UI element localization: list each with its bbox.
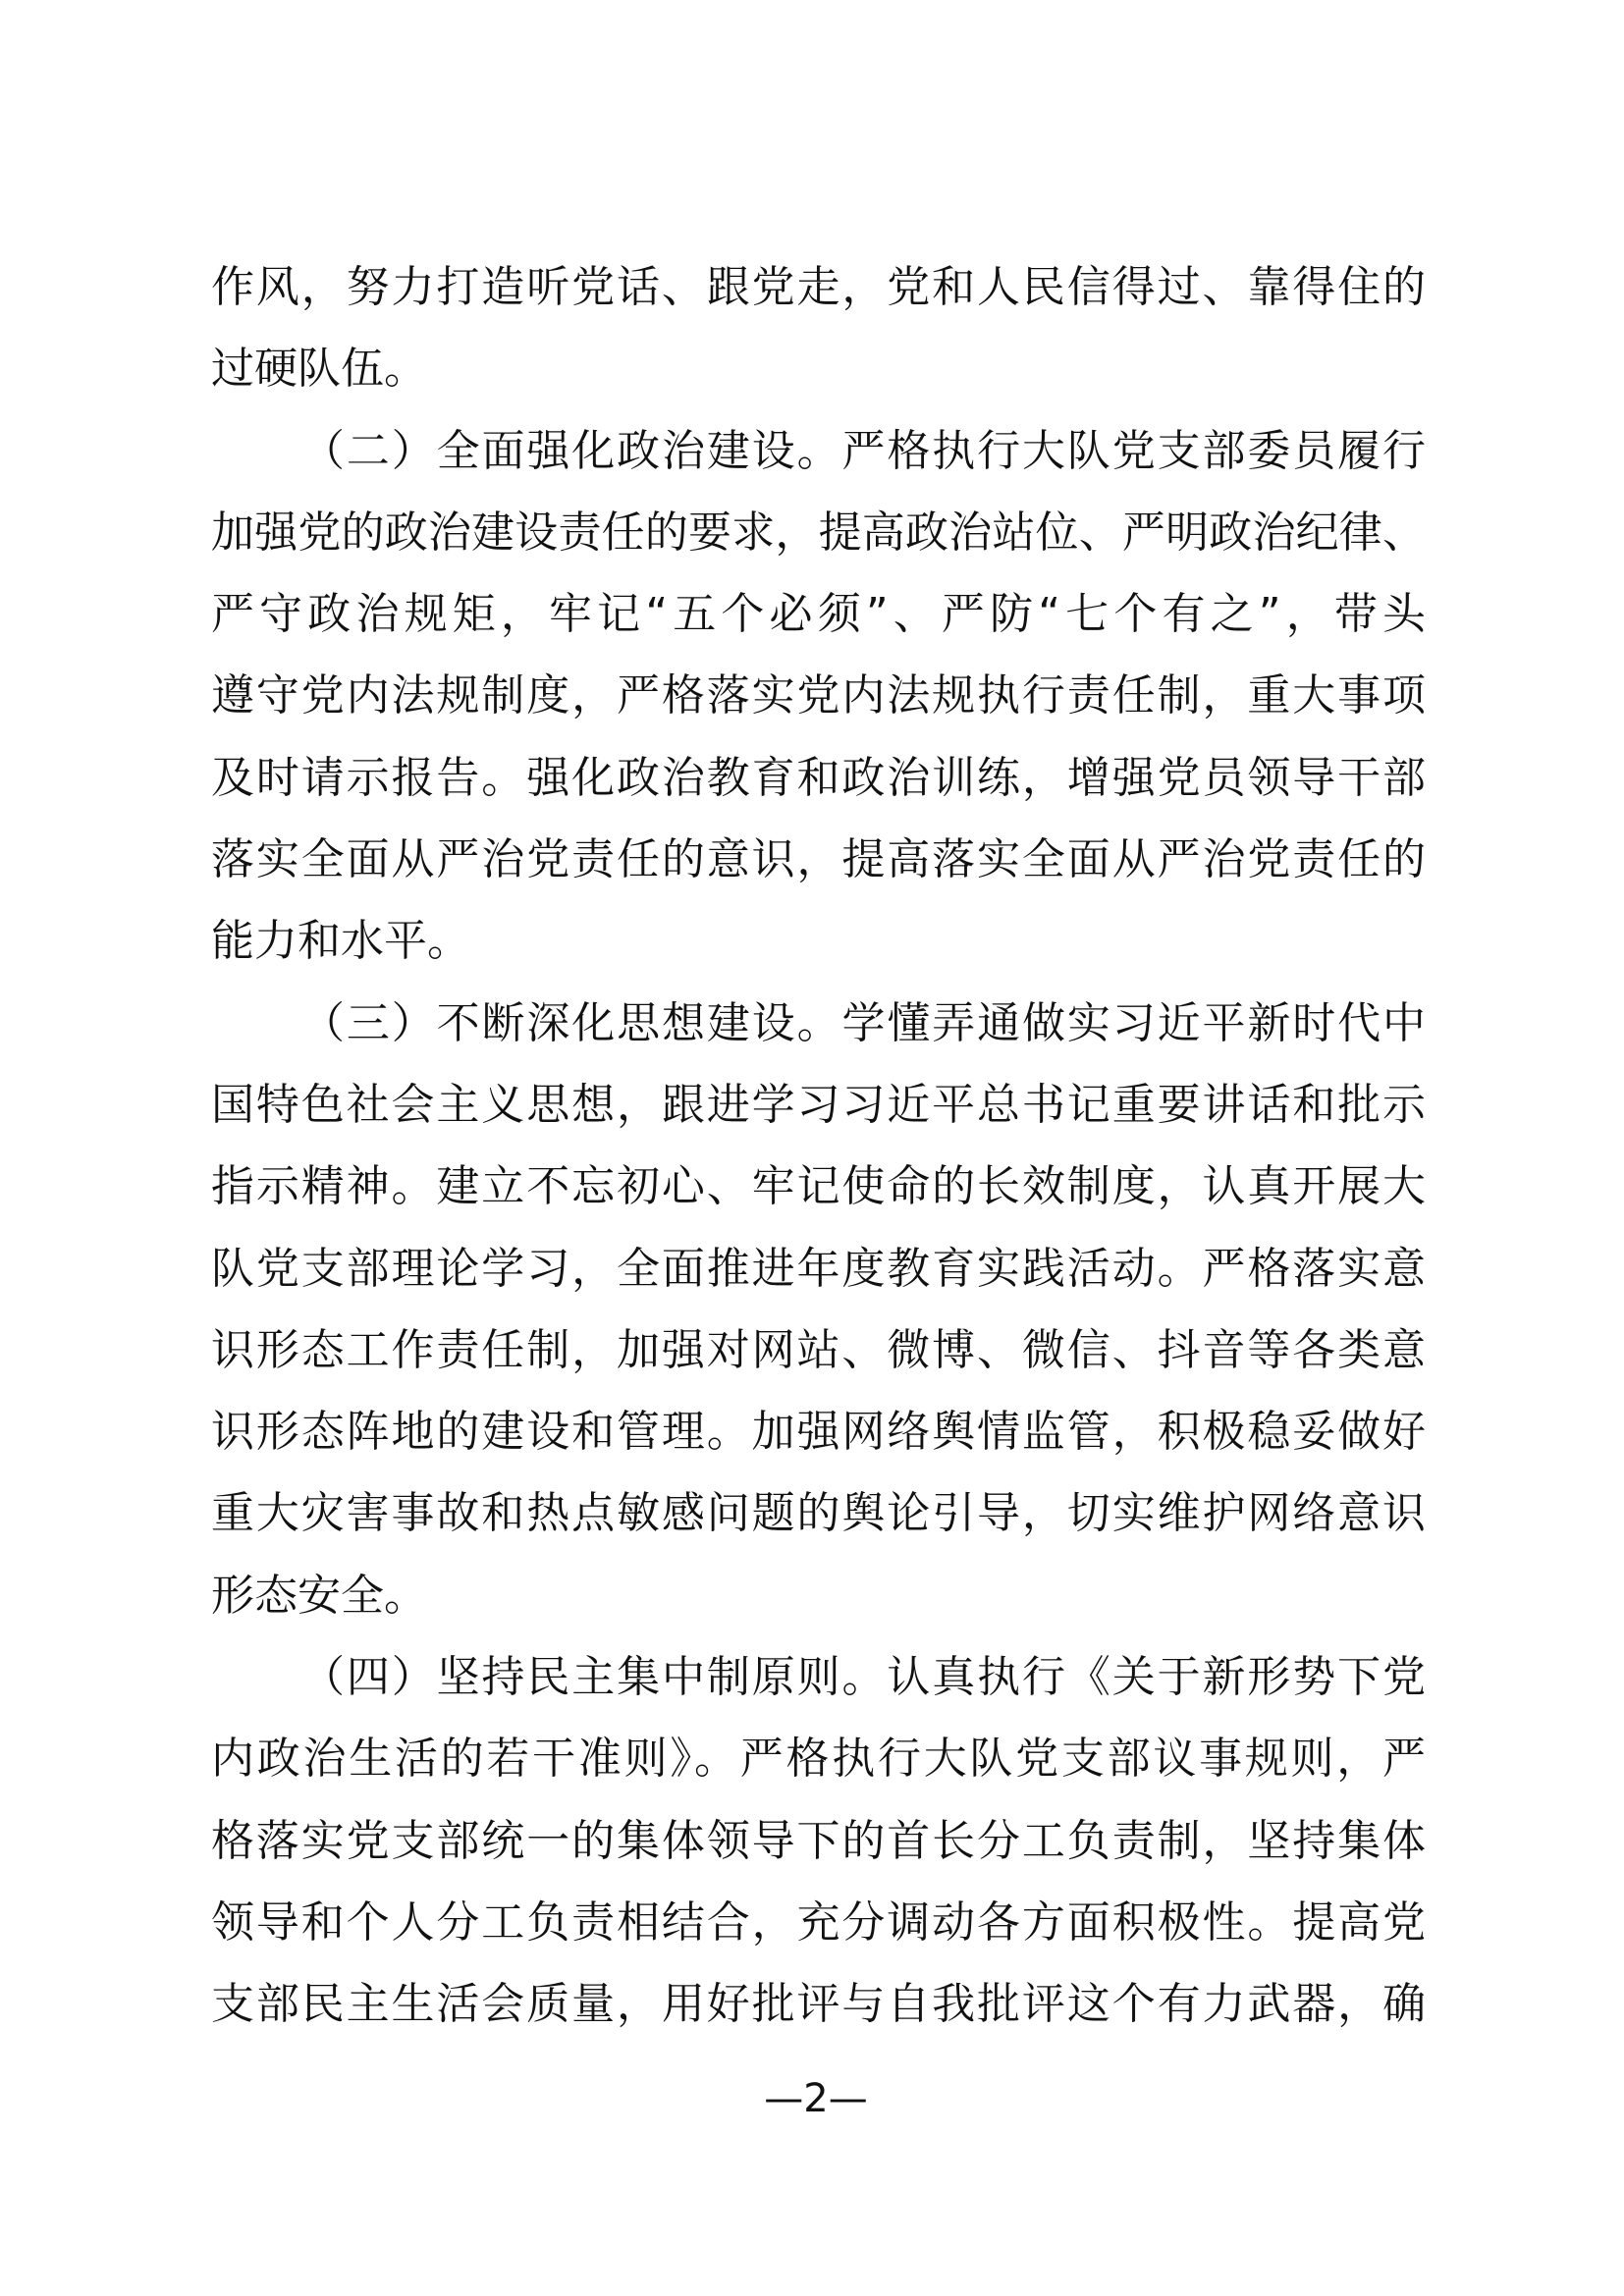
text-line: 作风，努力打造听党话、跟党走，党和人民信得过、靠得住的: [211, 262, 1426, 312]
text-line: 支部民主生活会质量，用好批评与自我批评这个有力武器，确: [211, 1979, 1426, 2030]
text-line: 落实全面从严治党责任的意识，提高落实全面从严治党责任的: [211, 834, 1426, 885]
text-line: 格落实党支部统一的集体领导下的首长分工负责制，坚持集体: [211, 1815, 1426, 1866]
text-line: 队党支部理论学习，全面推进年度教育实践活动。严格落实意: [211, 1243, 1426, 1294]
paragraph-heading-line: （三）不断深化思想建设。学懂弄通做实习近平新时代中: [301, 997, 1426, 1048]
text-line: 识形态阵地的建设和管理。加强网络舆情监管，积极稳妥做好: [211, 1407, 1426, 1458]
text-line: 识形态工作责任制，加强对网站、微博、微信、抖音等各类意: [211, 1324, 1426, 1375]
paragraph-heading-line: （四）坚持民主集中制原则。认真执行《关于新形势下党: [301, 1652, 1426, 1703]
page-number: —2—: [764, 2076, 868, 2121]
text-line: 过硬队伍。: [211, 344, 427, 395]
text-line: 及时请示报告。强化政治教育和政治训练，增强党员领导干部: [211, 752, 1426, 803]
text-line: 领导和个人分工负责相结合，充分调动各方面积极性。提高党: [211, 1896, 1426, 1948]
text-line: 内政治生活的若干准则》。严格执行大队党支部议事规则，严: [211, 1734, 1426, 1785]
paragraph-heading-line: （二）全面强化政治建设。严格执行大队党支部委员履行: [301, 425, 1426, 476]
text-line: 国特色社会主义思想，跟进学习习近平总书记重要讲话和批示: [211, 1079, 1426, 1130]
document-body: [211, 246, 1426, 2046]
text-line: 遵守党内法规制度，严格落实党内法规执行责任制，重大事项: [211, 670, 1426, 721]
text-line: 加强党的政治建设责任的要求，提高政治站位、严明政治纪律、: [211, 507, 1426, 558]
text-line: 严守政治规矩，牢记“五个必须”、严防“七个有之”，带头: [211, 589, 1426, 640]
text-line: 重大灾害事故和热点敏感问题的舆论引导，切实维护网络意识: [211, 1488, 1426, 1539]
text-line: 形态安全。: [211, 1570, 427, 1621]
text-line: 指示精神。建立不忘初心、牢记使命的长效制度，认真开展大: [211, 1161, 1426, 1212]
text-line: 能力和水平。: [211, 916, 470, 967]
